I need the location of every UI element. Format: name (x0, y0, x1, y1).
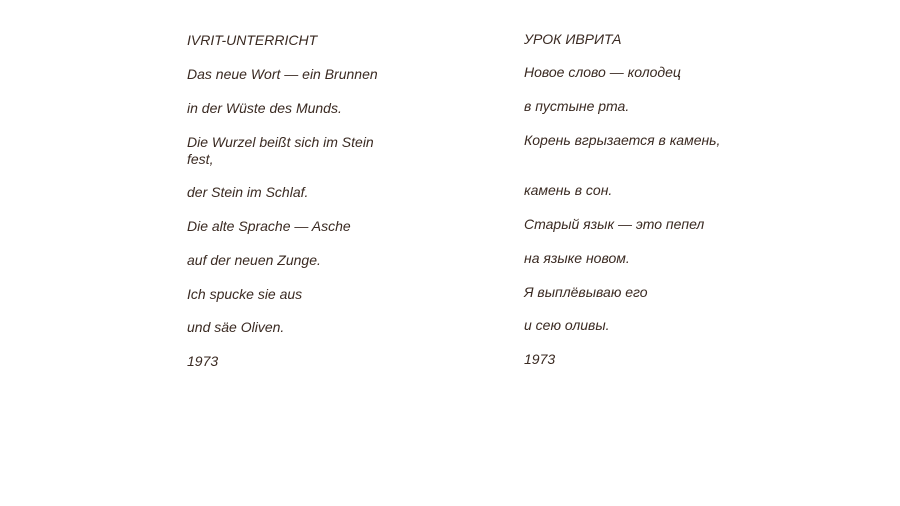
german-line-1: Das neue Wort — ein Brunnen (187, 66, 378, 82)
german-line-5: Die alte Sprache — Asche (187, 218, 351, 234)
russian-title: УРОК ИВРИТА (524, 31, 622, 47)
russian-line-2: в пустыне рта. (524, 98, 630, 114)
german-line-2: in der Wüste des Munds. (187, 100, 342, 116)
russian-year: 1973 (524, 351, 556, 367)
german-line-7: Ich spucke sie aus (187, 286, 303, 302)
russian-line-3: Корень вгрызается в камень, (524, 132, 721, 148)
russian-line-6: на языке новом. (524, 250, 630, 266)
german-line-3: Die Wurzel beißt sich im Stein fest, (187, 134, 374, 167)
russian-line-1: Новое слово — колодец (524, 64, 681, 80)
german-line-6: auf der neuen Zunge. (187, 252, 321, 268)
russian-line-5: Старый язык — это пепел (524, 216, 705, 232)
german-title: IVRIT-UNTERRICHT (187, 32, 318, 48)
russian-line-7: Я выплёвываю его (524, 284, 648, 300)
russian-line-4: камень в сон. (524, 182, 613, 198)
german-line-4: der Stein im Schlaf. (187, 184, 309, 200)
russian-line-8: и сею оливы. (524, 317, 610, 333)
german-year: 1973 (187, 353, 219, 369)
german-line-8: und säe Oliven. (187, 319, 285, 335)
